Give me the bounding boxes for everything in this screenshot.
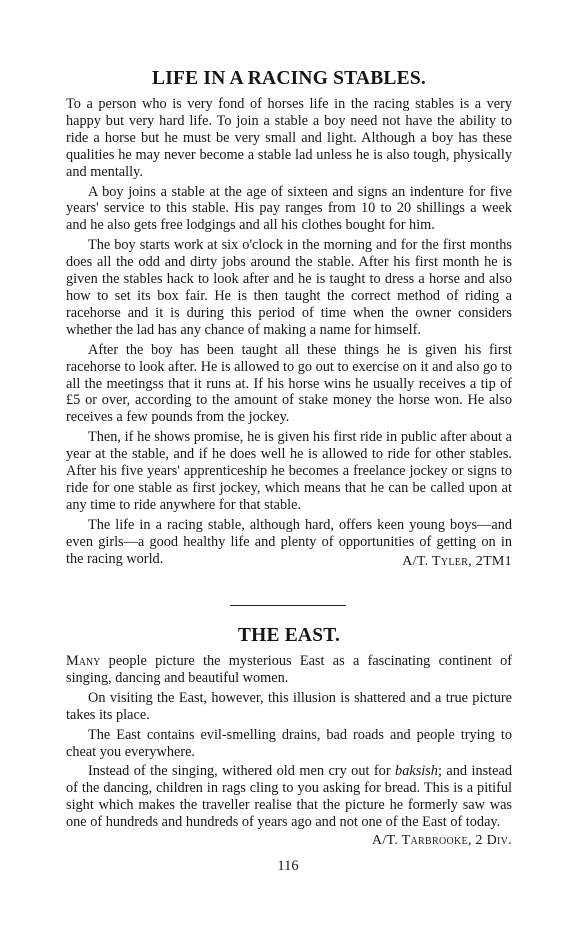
paragraph: Then, if he shows promise, he is given his first ride in public after about a year at the stable, and if he does well he is allowed to ride for other stables. After his five years' apprenticeship he becomes a freelance jockey or signs to ride for one stable as first jockey, which means that he can be called upon at any time to ride anywhere for that stable. [66, 429, 512, 513]
paragraph-with-signature [66, 517, 512, 568]
article-the-east [66, 625, 512, 849]
paragraph: To a person who is very fond of horses life in the racing stables is a very happy but very hard life. To join a stable a boy need not have the ability to ride a horse but he must be very small and light. Although a boy has these qualities he may never become a stable lad unless he is also tough, physically and mentally. [66, 96, 512, 180]
author-signature: A/T. Tyler, 2TM1 [402, 553, 512, 569]
paragraph-text: Instead of the singing, withered old men cry out for [88, 763, 396, 780]
article-title: THE EAST. [237, 625, 341, 646]
paragraph: The East contains evil-smelling drains, bad roads and people trying to cheat you everywhere. [66, 726, 512, 760]
paragraph: The boy starts work at six o'clock in the morning and for the first months does all the odd and dirty jobs around the stable. After his first month he is given the stables hack to look after and he is taught to dress a horse and also how to set its box fair. He is then taught the correct method of riding a racehorse and it is during this period of time when the owner considers whether the lad has any chance of making a name for himself. [66, 237, 512, 338]
paragraph [66, 763, 512, 831]
section-divider [230, 605, 346, 606]
page-number: 116 [277, 858, 299, 874]
paragraph: After the boy has been taught all these things he is given his first racehorse to look after. He is allowed to go out to exercise on it and also go to all the meetingss that it runs at. If his horse wins he usually receives a tip of £5 or over, according to the amount of stake money the horse won. He also receives a few pounds from the jockey. [66, 341, 512, 426]
paragraph: On visiting the East, however, this illusion is shattered and a true picture takes its place. [66, 689, 512, 723]
paragraph-text: people picture the mysterious East as a fascinating continent of singing, dancing and beautiful women. [66, 653, 512, 686]
paragraph-text: The life in a racing stable, although hard, offers keen young boys—and even girls—a good healthy life and plenty of opportunities of getting on in the racing world. [66, 516, 512, 567]
paragraph-text: ; and instead of the dancing, children in rags cling to you asking for bread. This is a pitiful sight which makes the traveller realise that the picture he formerly saw was one of hundreds and hundreds of years ago and not one of the East of today. [66, 763, 512, 831]
italic-word: baksish [395, 763, 438, 780]
author-signature: A/T. Tarbrooke, 2 Div. [371, 833, 512, 849]
paragraph: A boy joins a stable at the age of sixteen and signs an indenture for five years' service to this stable. His pay ranges from 10 to 20 shillings a week and he also gets free lodgings and all his clothes bought for him. [66, 183, 512, 234]
article-title: LIFE IN A RACING STABLES. [152, 68, 426, 89]
article-racing-stables [66, 68, 512, 570]
paragraph [66, 653, 512, 687]
lead-word: Many [66, 653, 101, 669]
